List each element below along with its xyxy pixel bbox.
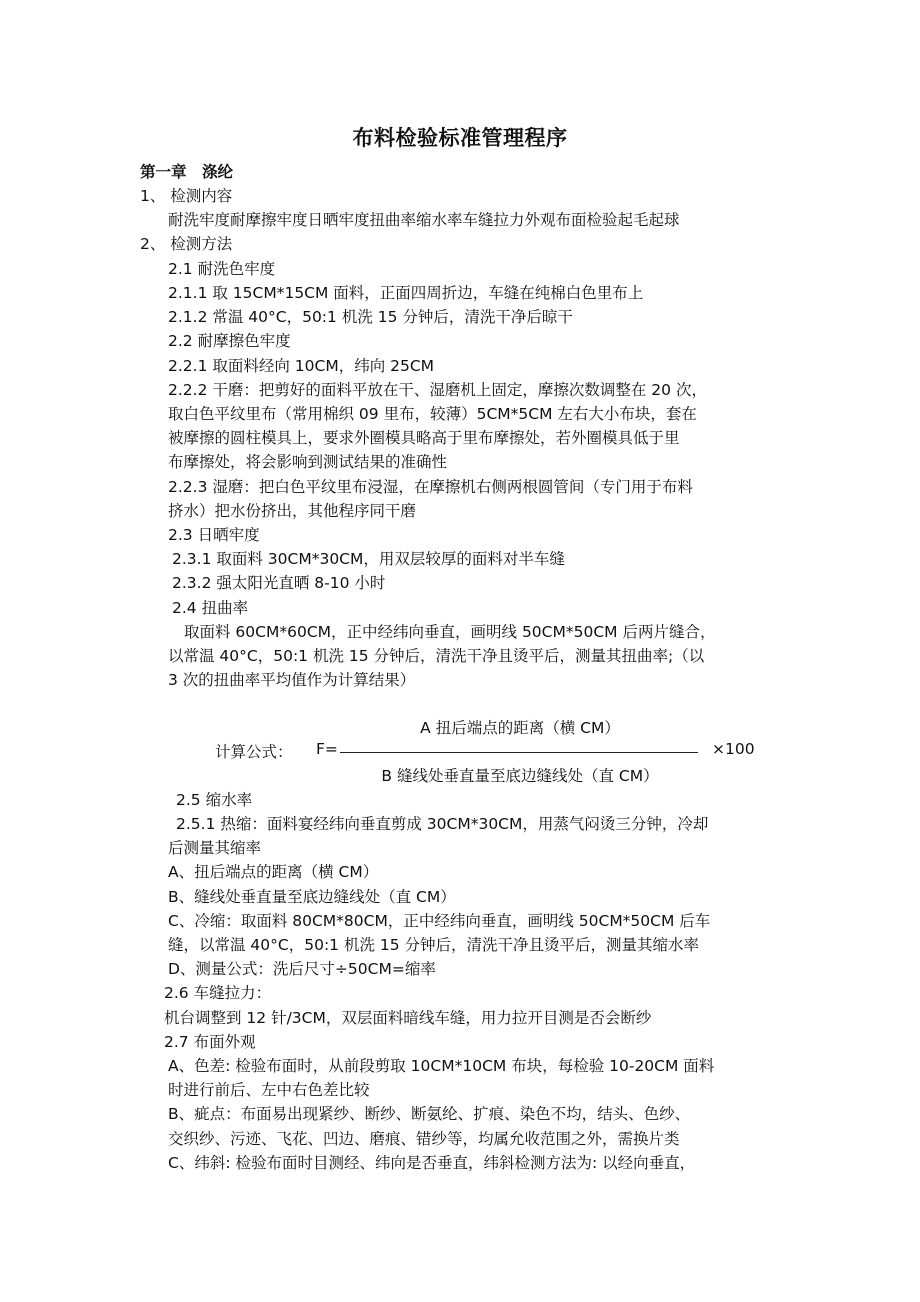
text-line: 2.6 车缝拉力： <box>164 984 272 1002</box>
text-line: 耐洗牢度耐摩擦牢度日晒牢度扭曲率缩水率车缝拉力外观布面检验起毛起球 <box>168 211 680 229</box>
text-line: 2.3 日晒牢度 <box>168 526 260 544</box>
text-line: C、纬斜: 检验布面时目测经、纬向是否垂直，纬斜检测方法为: 以经向垂直， <box>168 1154 696 1172</box>
formula-label: 计算公式： <box>215 743 293 761</box>
chapter-heading: 第一章 涤纶 <box>140 163 234 181</box>
text-line: 后测量其缩率 <box>168 839 262 857</box>
text-line: 缝，以常温 40°C，50:1 机洗 15 分钟后，清洗干净且烫平后，测量其缩水率 <box>168 936 700 954</box>
text-line: 2.2.2 干磨：把剪好的面料平放在干、湿磨机上固定，摩擦次数调整在 20 次， <box>168 381 707 399</box>
text-line: 2.2.3 湿磨：把白色平纹里布浸湿，在摩擦机右侧两根圆管间（专门用于布料 <box>168 478 693 496</box>
document-title: 布料检验标准管理程序 <box>352 126 568 150</box>
formula-denominator: B 缝线处垂直量至底边缝线处（直 CM） <box>381 767 659 785</box>
text-line: 3 次的扭曲率平均值作为计算结果） <box>168 671 416 689</box>
text-line: 交织纱、污迹、飞花、凹边、磨痕、错纱等，均属允收范围之外，需换片类 <box>168 1130 680 1148</box>
text-line: 2.7 布面外观 <box>164 1033 256 1051</box>
formula-f: F= <box>316 740 338 758</box>
formula-multiplier: ×100 <box>712 740 755 758</box>
text-line: 以常温 40°C，50:1 机洗 15 分钟后，清洗干净且烫平后，测量其扭曲率;（以 <box>168 647 705 665</box>
text-line: 取面料 60CM*60CM，正中经纬向垂直，画明线 50CM*50CM 后两片缝合， <box>184 623 716 641</box>
text-line: 2.1 耐洗色牢度 <box>168 260 276 278</box>
text-line: B、缝线处垂直量至底边缝线处（直 CM） <box>168 888 456 906</box>
fraction-bar <box>340 752 698 753</box>
text-line: 布摩擦处，将会影响到测试结果的准确性 <box>168 453 448 471</box>
text-line: 2.3.1 取面料 30CM*30CM，用双层较厚的面料对半车缝 <box>172 550 565 568</box>
text-line: 2.2 耐摩擦色牢度 <box>168 332 291 350</box>
text-line: 取白色平纹里布（常用棉织 09 里布，较薄）5CM*5CM 左右大小布块，套在 <box>168 405 697 423</box>
text-line: 2.1.1 取 15CM*15CM 面料，正面四周折边，车缝在纯棉白色里布上 <box>168 284 644 302</box>
text-line: 2.5 缩水率 <box>176 791 253 809</box>
text-line: 2.1.2 常温 40°C，50:1 机洗 15 分钟后，清洗干净后晾干 <box>168 308 573 326</box>
text-line: 2.5.1 热缩：面料宴经纬向垂直剪成 30CM*30CM，用蒸气闷烫三分钟，冷却 <box>176 815 709 833</box>
text-line: 2.3.2 强太阳光直晒 8-10 小时 <box>172 574 386 592</box>
text-line: 机台调整到 12 针/3CM，双层面料暗线车缝，用力拉开目测是否会断纱 <box>164 1009 652 1027</box>
text-line: 2.4 扭曲率 <box>172 599 249 617</box>
text-line: B、疵点：布面易出现紧纱、断纱、断氨纶、扩痕、染色不均，结头、色纱、 <box>168 1105 691 1123</box>
text-line: A、色差: 检验布面时，从前段剪取 10CM*10CM 布块，每检验 10-20CM 面料 <box>168 1057 715 1075</box>
text-line: 2、 检测方法 <box>140 235 233 253</box>
text-line: A、扭后端点的距离（横 CM） <box>168 863 379 881</box>
text-line: 时进行前后、左中右色差比较 <box>168 1081 370 1099</box>
text-line: 2.2.1 取面料经向 10CM，纬向 25CM <box>168 357 435 375</box>
text-line: C、冷缩：取面料 80CM*80CM，正中经纬向垂直，画明线 50CM*50CM 后车 <box>168 912 711 930</box>
formula-numerator: A 扭后端点的距离（横 CM） <box>420 719 620 737</box>
text-line: D、测量公式：洗后尺寸÷50CM=缩率 <box>168 960 436 978</box>
text-line: 被摩擦的圆柱模具上，要求外圈模具略高于里布摩擦处，若外圈模具低于里 <box>168 429 680 447</box>
text-line: 1、 检测内容 <box>140 187 233 205</box>
text-line: 挤水）把水份挤出，其他程序同干磨 <box>168 502 417 520</box>
